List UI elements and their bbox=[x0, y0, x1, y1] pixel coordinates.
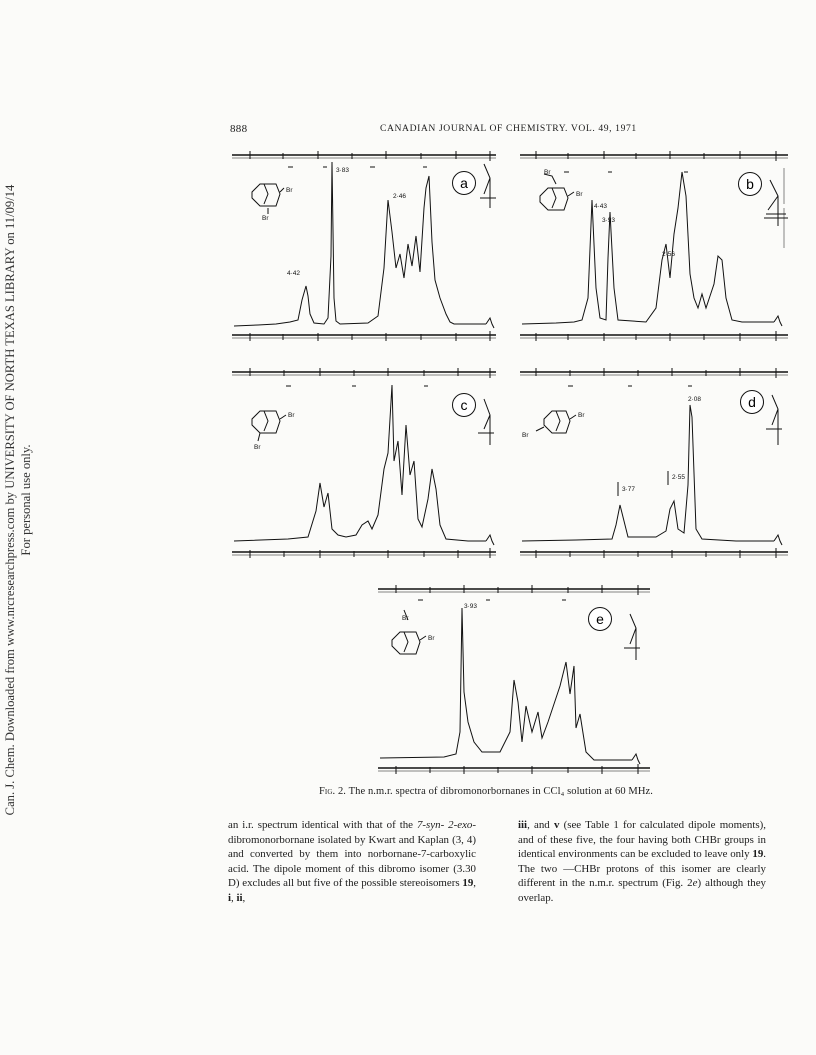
body-text-run: 19 bbox=[462, 877, 474, 890]
figure-caption bbox=[226, 786, 746, 797]
body-text-run: 19 bbox=[752, 848, 764, 861]
peak-label-b-3: 2·56 bbox=[662, 251, 676, 258]
peak-label-d-2: 3·77 bbox=[622, 486, 636, 493]
body-paragraph-right bbox=[518, 818, 766, 906]
panel-letter-d: d bbox=[748, 394, 756, 410]
peak-label-b-2: 3·93 bbox=[602, 217, 616, 224]
body-column-left bbox=[228, 818, 476, 906]
peak-label-e-1: 3·93 bbox=[464, 603, 478, 610]
body-text-run: -dibromonorbornane isolated by Kwart and Kaplan (3, 4) and converted by them into norbornane-7-carboxylic acid. The dipole moment of this dibromo isomer (3.30 D) excludes all but five of the possible stereoisomers bbox=[228, 819, 476, 890]
spectrum-a-plot bbox=[228, 148, 500, 348]
panel-letter-b: b bbox=[746, 176, 754, 192]
body-text-run: e bbox=[692, 877, 698, 890]
structure-label-a2: Br bbox=[262, 215, 269, 222]
body-text-run: 7-syn- bbox=[416, 819, 445, 831]
spectrum-c-plot bbox=[228, 365, 500, 565]
spectrum-panel-a bbox=[228, 148, 500, 348]
body-text-run: , bbox=[473, 877, 476, 890]
structure-label-d1: Br bbox=[578, 412, 585, 419]
structure-label-e2: Br bbox=[428, 635, 435, 642]
spectrum-e-plot bbox=[374, 582, 654, 778]
peak-label-a-2: 3·83 bbox=[336, 167, 350, 174]
spectrum-panel-e bbox=[374, 582, 654, 778]
structure-label-c2: Br bbox=[254, 444, 261, 451]
body-text-run: iii bbox=[518, 819, 528, 831]
body-text-run: , bbox=[242, 891, 246, 904]
panel-letter-e: e bbox=[596, 611, 604, 627]
body-paragraph-left bbox=[228, 818, 476, 906]
body-text-run: i bbox=[228, 891, 232, 904]
spectrum-panel-c bbox=[228, 365, 500, 565]
panel-letter-c: c bbox=[460, 397, 468, 413]
spectrum-b-plot bbox=[516, 148, 792, 348]
download-watermark-line-2: For personal use only. bbox=[19, 444, 33, 556]
body-text-run: 2-exo bbox=[448, 819, 473, 831]
body-text-run: . The two —CHBr protons of this isomer are clearly different in the n.m.r. spectrum (Fig. 2 bbox=[518, 848, 766, 890]
peak-label-d-1: 2·08 bbox=[688, 396, 702, 403]
body-text-run: ) although they overlap. bbox=[518, 877, 767, 904]
download-watermark bbox=[2, 150, 36, 850]
page-number: 888 bbox=[230, 123, 248, 135]
structure-label-e1: Br bbox=[402, 615, 409, 622]
structure-label-a1: Br bbox=[286, 187, 293, 194]
panel-letter-a: a bbox=[460, 175, 468, 191]
body-text-run: , bbox=[231, 891, 237, 904]
spectrum-d-plot bbox=[516, 365, 792, 565]
figure-caption-text: The n.m.r. spectra of dibromonorbornanes in CCl₄ solution at 60 MHz. bbox=[348, 786, 654, 797]
body-text-run: v bbox=[553, 819, 560, 831]
body-text-run: (see Table 1 for calculated dipole moments), and of these five, the four having both CHBr groups in identical environments can be excluded to leave only bbox=[518, 819, 766, 861]
structure-label-d2: Br bbox=[522, 432, 529, 439]
body-text-run: ii bbox=[236, 891, 243, 904]
peak-label-b-1: 4·43 bbox=[594, 203, 608, 210]
peak-label-d-3: 2·55 bbox=[672, 474, 686, 481]
structure-label-c1: Br bbox=[288, 412, 295, 419]
spectrum-panel-d bbox=[516, 365, 792, 565]
figure-caption-label: Fig. 2. bbox=[318, 786, 347, 797]
structure-label-b1: Br bbox=[544, 169, 551, 176]
body-text-run: an i.r. spectrum identical with that of the bbox=[228, 819, 417, 831]
body-text-run: , and bbox=[527, 819, 554, 831]
spectrum-panel-b bbox=[516, 148, 792, 348]
running-head: CANADIAN JOURNAL OF CHEMISTRY. VOL. 49, 1971 bbox=[380, 123, 637, 134]
peak-label-a-1: 4·42 bbox=[287, 270, 301, 277]
body-column-right bbox=[518, 818, 766, 906]
structure-label-b2: Br bbox=[576, 191, 583, 198]
peak-label-a-3: 2·46 bbox=[393, 193, 407, 200]
download-watermark-line-1: Can. J. Chem. Downloaded from www.nrcresearchpress.com by UNIVERSITY OF NORTH TEXAS LIBRARY on 11/09/14 bbox=[3, 184, 17, 816]
